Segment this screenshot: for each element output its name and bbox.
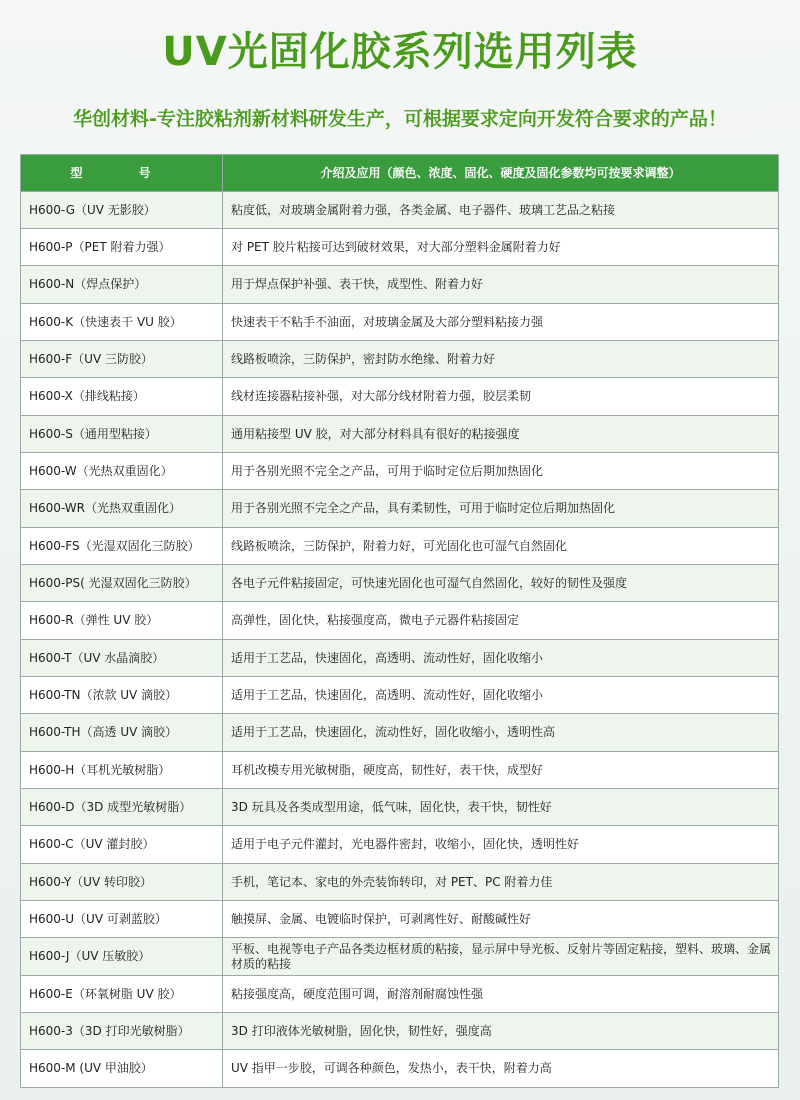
table-row <box>21 602 779 640</box>
model-cell: H600-K（快速表干 VU 胶） <box>21 304 223 341</box>
table-row <box>21 789 779 826</box>
table-row <box>21 901 779 938</box>
description-cell: 线路板喷涂，三防保护，附着力好，可光固化也可湿气自然固化 <box>223 528 779 565</box>
column-header-model: 型 号 <box>21 155 223 192</box>
model-cell: H600-P（PET 附着力强） <box>21 229 223 266</box>
description-cell: 适用于工艺品，快速固化，高透明、流动性好，固化收缩小 <box>223 677 779 714</box>
table-row <box>21 1013 779 1050</box>
description-cell: 用于各别光照不完全之产品，可用于临时定位后期加热固化 <box>223 453 779 490</box>
description-cell: 平板、电视等电子产品各类边框材质的粘接，显示屏中导光板、反射片等固定粘接，塑料、玻璃、金属材质的粘接 <box>223 938 779 976</box>
description-cell: 耳机改模专用光敏树脂，硬度高，韧性好，表干快，成型好 <box>223 752 779 789</box>
page-title: UV光固化胶系列选用列表 <box>162 29 638 75</box>
column-header-description: 介绍及应用（颜色、浓度、固化、硬度及固化参数均可按要求调整） <box>223 155 779 192</box>
model-cell: H600-G（UV 无影胶） <box>21 192 223 229</box>
table-row <box>21 976 779 1013</box>
model-cell: H600-J（UV 压敏胶） <box>21 938 223 976</box>
description-cell: 通用粘接型 UV 胶，对大部分材料具有很好的粘接强度 <box>223 416 779 453</box>
model-cell: H600-C（UV 灌封胶） <box>21 826 223 864</box>
description-cell: 3D 玩具及各类成型用途，低气味，固化快，表干快，韧性好 <box>223 789 779 826</box>
table-row <box>21 453 779 490</box>
table-row <box>21 714 779 752</box>
table-row <box>21 826 779 864</box>
table-row <box>21 416 779 453</box>
model-cell: H600-M (UV 甲油胶） <box>21 1050 223 1088</box>
description-cell: 适用于工艺品，快速固化，高透明、流动性好，固化收缩小 <box>223 640 779 677</box>
table-row <box>21 378 779 416</box>
model-cell: H600-R（弹性 UV 胶） <box>21 602 223 640</box>
table-row <box>21 266 779 304</box>
description-cell: 对 PET 胶片粘接可达到破材效果，对大部分塑料金属附着力好 <box>223 229 779 266</box>
model-cell: H600-U（UV 可剥蓝胶） <box>21 901 223 938</box>
model-cell: H600-PS( 光湿双固化三防胶） <box>21 565 223 602</box>
model-cell: H600-TH（高透 UV 滴胶） <box>21 714 223 752</box>
table-row <box>21 528 779 565</box>
description-cell: 触摸屏、金属、电镀临时保护，可剥离性好、耐酸碱性好 <box>223 901 779 938</box>
model-cell: H600-E（环氧树脂 UV 胶） <box>21 976 223 1013</box>
description-cell: 各电子元件粘接固定，可快速光固化也可湿气自然固化，较好的韧性及强度 <box>223 565 779 602</box>
model-cell: H600-H（耳机光敏树脂） <box>21 752 223 789</box>
description-cell: 高弹性，固化快，粘接强度高，微电子元器件粘接固定 <box>223 602 779 640</box>
description-cell: 适用于工艺品，快速固化，流动性好，固化收缩小，透明性高 <box>223 714 779 752</box>
table-row <box>21 490 779 528</box>
page-subtitle: 华创材料-专注胶粘剂新材料研发生产，可根据要求定向开发符合要求的产品！ <box>73 108 727 130</box>
table-row <box>21 229 779 266</box>
table-row <box>21 752 779 789</box>
model-cell: H600-F（UV 三防胶） <box>21 341 223 378</box>
description-cell: 3D 打印液体光敏树脂，固化快，韧性好，强度高 <box>223 1013 779 1050</box>
description-cell: 手机，笔记本、家电的外壳装饰转印，对 PET、PC 附着力佳 <box>223 864 779 901</box>
model-cell: H600-TN（浓款 UV 滴胶） <box>21 677 223 714</box>
model-cell: H600-S（通用型粘接） <box>21 416 223 453</box>
description-cell: 粘度低，对玻璃金属附着力强，各类金属、电子器件、玻璃工艺品之粘接 <box>223 192 779 229</box>
model-cell: H600-D（3D 成型光敏树脂） <box>21 789 223 826</box>
description-cell: 粘接强度高，硬度范围可调，耐溶剂耐腐蚀性强 <box>223 976 779 1013</box>
model-cell: H600-X（排线粘接） <box>21 378 223 416</box>
table-row <box>21 864 779 901</box>
table-row <box>21 938 779 976</box>
table-row <box>21 192 779 229</box>
description-cell: 用于各别光照不完全之产品，具有柔韧性，可用于临时定位后期加热固化 <box>223 490 779 528</box>
description-cell: 用于焊点保护补强、表干快，成型性、附着力好 <box>223 266 779 304</box>
product-table <box>20 154 779 1088</box>
description-cell: 线材连接器粘接补强，对大部分线材附着力强，胶层柔韧 <box>223 378 779 416</box>
model-cell: H600-FS（光湿双固化三防胶） <box>21 528 223 565</box>
model-cell: H600-3（3D 打印光敏树脂） <box>21 1013 223 1050</box>
model-cell: H600-Y（UV 转印胶） <box>21 864 223 901</box>
description-cell: 快速表干不粘手不油面，对玻璃金属及大部分塑料粘接力强 <box>223 304 779 341</box>
table-row <box>21 341 779 378</box>
model-cell: H600-W（光热双重固化） <box>21 453 223 490</box>
table-row <box>21 304 779 341</box>
table-header-row <box>21 155 779 192</box>
model-cell: H600-T（UV 水晶滴胶） <box>21 640 223 677</box>
model-cell: H600-WR（光热双重固化） <box>21 490 223 528</box>
description-cell: 适用于电子元件灌封，光电器件密封，收缩小，固化快，透明性好 <box>223 826 779 864</box>
table-row <box>21 677 779 714</box>
description-cell: UV 指甲一步胶，可调各种颜色，发热小，表干快，附着力高 <box>223 1050 779 1088</box>
model-cell: H600-N（焊点保护） <box>21 266 223 304</box>
description-cell: 线路板喷涂，三防保护，密封防水绝缘、附着力好 <box>223 341 779 378</box>
table-body <box>21 192 779 1088</box>
table-row <box>21 1050 779 1088</box>
table-row <box>21 640 779 677</box>
table-row <box>21 565 779 602</box>
